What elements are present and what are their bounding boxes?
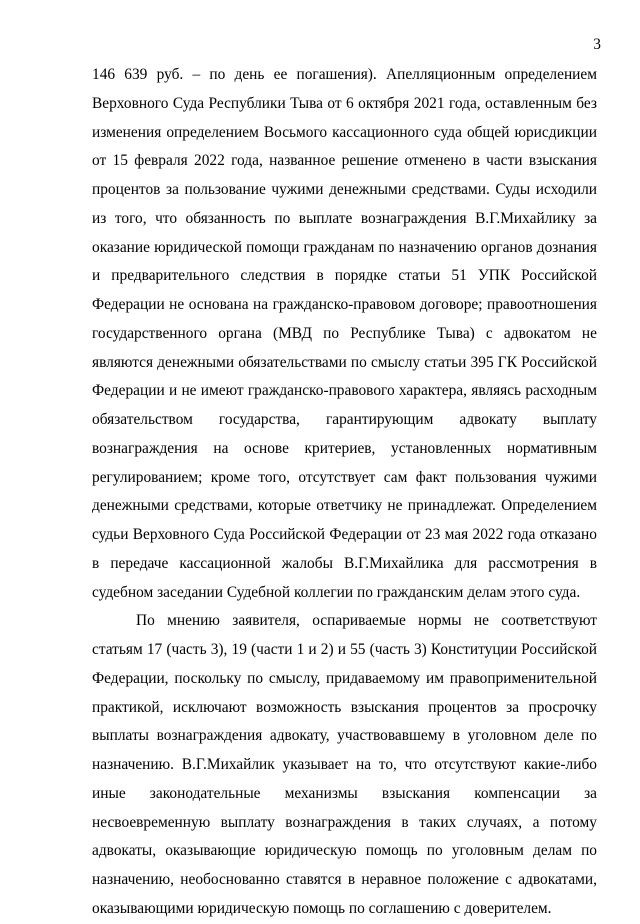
document-body — [92, 61, 597, 924]
paragraph-court-rulings: 146 639 руб. – по день ее погашения). Апелляционным определением Верховного Суда Республики Тыва от 6 октября 2021 года, оставленным без изменения определением Восьмого кассационного суда общей юрисдикции от 15 февраля 2022 года, названное решение отменено в части взыскания процентов за пользование чужими денежными средствами. Суды исходили из того, что обязанность по выплате вознаграждения В.Г.Михайлику за оказание юридической помощи гражданам по назначению органов дознания и предварительного следствия в порядке статьи 51 УПК Российской Федерации не основана на гражданско-правовом договоре; правоотношения государственного органа (МВД по Республике Тыва) с адвокатом не являются денежными обязательствами по смыслу статьи 395 ГК Российской Федерации и не имеют гражданско-правового характера, являясь расходным обязательством государства, гарантирующим адвокату выплату вознаграждения на основе критериев, установленных нормативным регулированием; кроме того, отсутствует сам факт пользования чужими денежными средствами, которые ответчику не принадлежат. Определением судьи Верховного Суда Российской Федерации от 23 мая 2022 года отказано в передаче кассационной жалобы В.Г.Михайлика для рассмотрения в судебном заседании Судебной коллегии по гражданским делам этого суда. — [92, 66, 597, 601]
page-number: 3 — [593, 36, 601, 53]
paragraph-applicant-position: По мнению заявителя, оспариваемые нормы не соответствуют статьям 17 (часть 3), 19 (части 1 и 2) и 55 (часть 3) Конституции Российской Федерации, поскольку по смыслу, придаваемому им правоприменительной практикой, исключают возможность взыскания процентов за просрочку выплаты вознаграждения адвокату, участвовавшему в уголовном деле по назначению. В.Г.Михайлик указывает на то, что отсутствуют какие-либо иные законодательные механизмы взыскания компенсации за несвоевременную выплату вознаграждения в таких случаях, а потому адвокаты, оказывающие юридическую помощь по уголовным делам по назначению, необоснованно ставятся в неравное положение с адвокатами, оказывающими юридическую помощь по соглашению с доверителем. — [92, 612, 597, 917]
